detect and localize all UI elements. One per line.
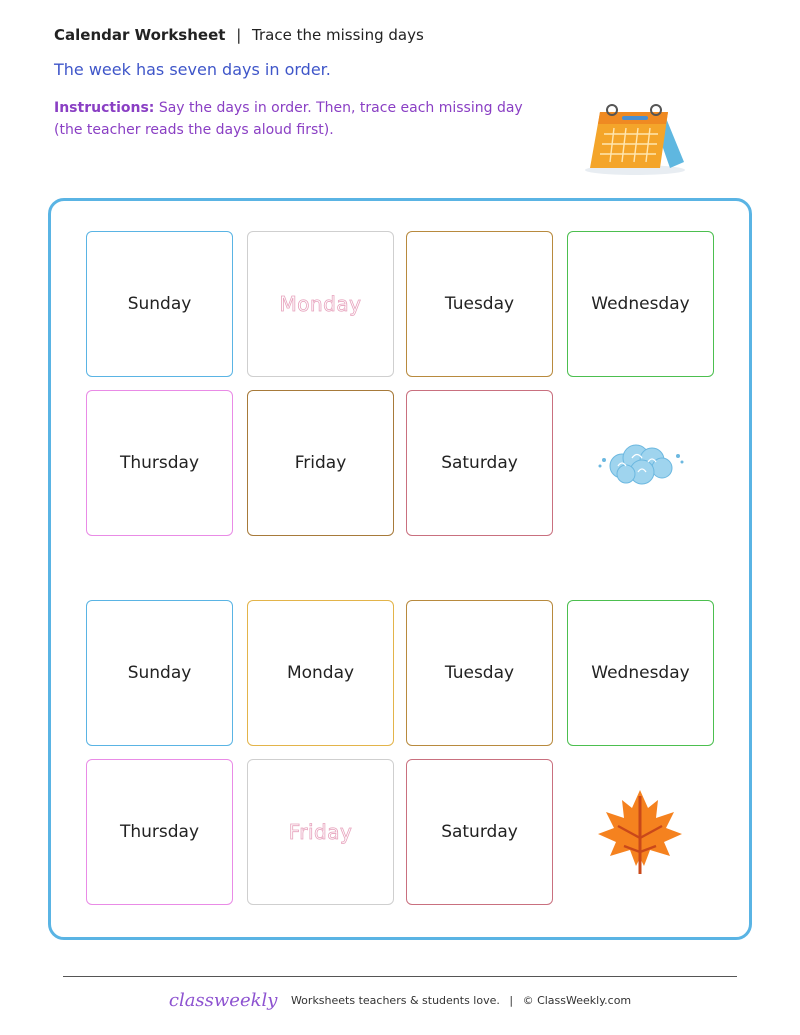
worksheet-header: [54, 26, 424, 44]
header-separator: |: [236, 26, 242, 44]
footer-divider: [63, 976, 737, 977]
instructions: [54, 97, 554, 141]
day-card-set2-6: [406, 759, 553, 905]
day-card-set1-1-trace[interactable]: [247, 231, 394, 377]
day-card-set2-0: [86, 600, 233, 746]
cloud-icon: [596, 440, 686, 486]
day-card-set1-3: [567, 231, 714, 377]
day-card-set1-0: [86, 231, 233, 377]
footer-copyright: © ClassWeekly.com: [522, 994, 632, 1007]
maple-leaf-icon: [594, 786, 686, 878]
day-label: Monday: [286, 663, 355, 683]
day-label: Friday: [294, 453, 347, 473]
instructions-lead: Instructions:: [54, 100, 155, 116]
trace-day-label: Friday: [288, 820, 353, 844]
day-card-set1-2: [406, 231, 553, 377]
day-label: Sunday: [127, 663, 192, 683]
footer: [0, 990, 800, 1011]
footer-tagline: Worksheets teachers & students love.: [290, 994, 500, 1007]
instructions-text: Say the days in order. Then, trace each missing day (the teacher reads the days aloud first).: [54, 100, 523, 138]
subheading: The week has seven days in order.: [54, 60, 331, 79]
day-label: Wednesday: [591, 663, 690, 683]
day-label: Tuesday: [444, 294, 515, 314]
day-label: Tuesday: [444, 663, 515, 683]
day-card-set1-5: [247, 390, 394, 536]
day-label: Saturday: [441, 822, 518, 842]
day-card-set1-6: [406, 390, 553, 536]
day-label: Thursday: [119, 822, 200, 842]
day-label: Wednesday: [591, 294, 690, 314]
calendar-icon: [580, 98, 690, 176]
day-card-set2-1: [247, 600, 394, 746]
worksheet-subtitle: Trace the missing days: [252, 26, 424, 44]
day-card-set2-4: [86, 759, 233, 905]
day-label: Sunday: [127, 294, 192, 314]
brand-logo: classweekly: [168, 990, 278, 1011]
day-label: Thursday: [119, 453, 200, 473]
day-card-set2-3: [567, 600, 714, 746]
footer-separator: |: [509, 994, 514, 1007]
day-card-set1-4: [86, 390, 233, 536]
trace-day-label: Monday: [279, 292, 362, 316]
day-label: Saturday: [441, 453, 518, 473]
worksheet-title: Calendar Worksheet: [54, 26, 226, 44]
day-card-set2-5-trace[interactable]: [247, 759, 394, 905]
day-card-set2-2: [406, 600, 553, 746]
